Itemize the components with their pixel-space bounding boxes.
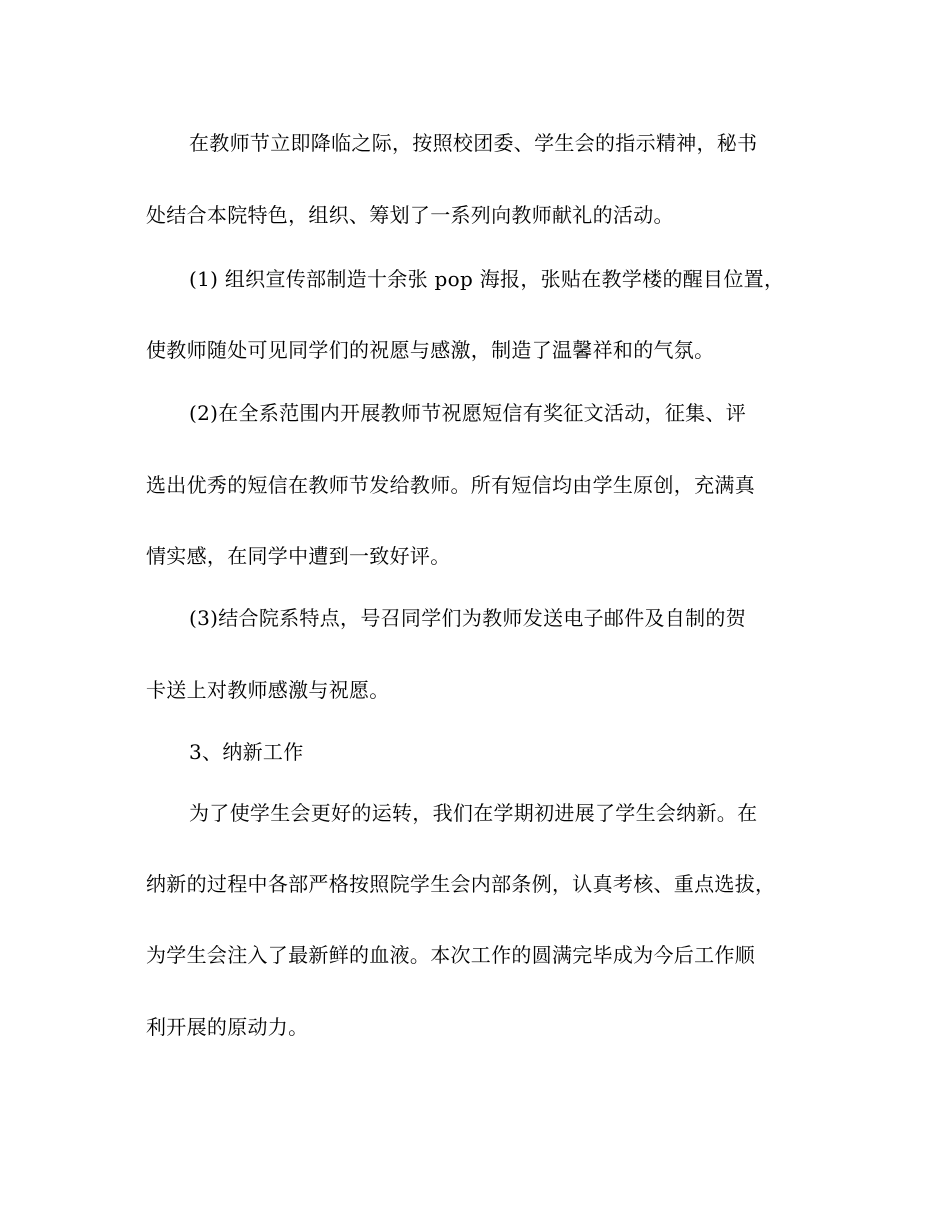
paragraph-1-line-1: 在教师节立即降临之际，按照校团委、学生会的指示精神，秘书 bbox=[189, 131, 758, 155]
paragraph-4-line-1: (3)结合院系特点，号召同学们为教师发送电子邮件及自制的贺 bbox=[189, 606, 747, 630]
paragraph-5-line-4: 利开展的原动力。 bbox=[146, 1015, 309, 1039]
paragraph-3-line-2: 选出优秀的短信在教师节发给教师。所有短信均由学生原创，充满真 bbox=[146, 473, 755, 497]
paragraph-1-line-2: 处结合本院特色，组织、筹划了一系列向教师献礼的活动。 bbox=[146, 203, 674, 227]
paragraph-5-line-2: 纳新的过程中各部严格按照院学生会内部条例，认真考核、重点选拔， bbox=[146, 872, 776, 896]
paragraph-3-line-3: 情实感，在同学中遭到一致好评。 bbox=[146, 544, 451, 568]
paragraph-5-line-3: 为学生会注入了最新鲜的血液。本次工作的圆满完毕成为今后工作顺 bbox=[146, 943, 755, 967]
section-heading: 3、纳新工作 bbox=[189, 740, 304, 764]
paragraph-5-line-1: 为了使学生会更好的运转，我们在学期初进展了学生会纳新。在 bbox=[189, 801, 758, 825]
paragraph-2-line-2: 使教师随处可见同学们的祝愿与感激，制造了温馨祥和的气氛。 bbox=[146, 338, 715, 362]
paragraph-4-line-2: 卡送上对教师感激与祝愿。 bbox=[146, 678, 390, 702]
paragraph-2-line-1: (1) 组织宣传部制造十余张 pop 海报，张贴在教学楼的醒目位置， bbox=[189, 267, 785, 291]
paragraph-3-line-1: (2)在全系范围内开展教师节祝愿短信有奖征文活动，征集、评 bbox=[189, 401, 747, 425]
